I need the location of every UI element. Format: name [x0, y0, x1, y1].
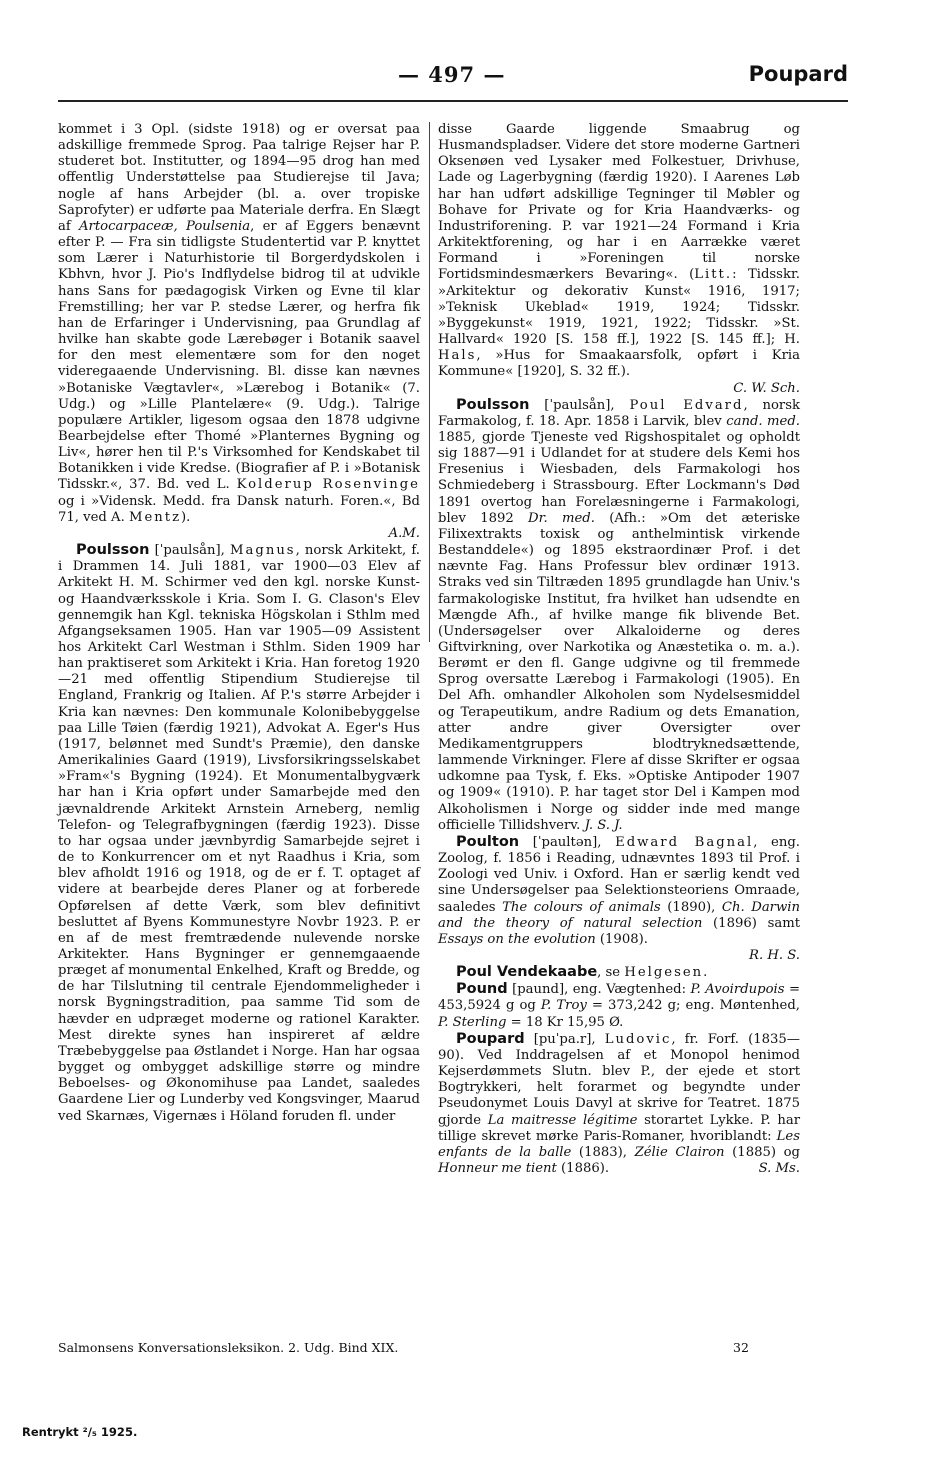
entry-pound: Pound [paund], eng. Vægtenhed: P. Avoirdupois = 453,5924 g og P. Troy = 373,242 g; eng. Møntenhed, P. Sterling = 18 Kr 15,95 Ø. — [438, 981, 801, 1030]
signature: R. H. S. — [749, 947, 800, 963]
page-header — [58, 62, 848, 98]
entry-poulsen-continued: kommet i 3 Opl. (sidste 1918) og er oversat paa adskillige fremmede Sprog. Paa talrige Rejser har P. studeret bot. Institutter, og 1894—95 drog han med offentlig Understøttelse paa Studierejse til Java; nogle af hans Arbejder (bl. a. over tropiske Saprofyter) er udførte paa Materiale derfra. En Slægt af Artocarpaceæ, Poulsenia, er af Eggers benævnt efter P. — Fra sin tidligste Studentertid var P. knyttet som Lærer i Naturhistorie til Borgerdydskolen i Kbhvn, hvor J. Pio's Indflydelse bidrog til at udvikle hans Sans for pædagogisk Virken og Evne til klar Fremstilling; her var P. stedse Lærer, og herfra fik han de Erfaringer i Undervisning, paa Grundlag af hvilke han skabte gode Lærebøger i Botanik saavel for den mest elementære som for den noget videregaaende Undervisning. Bl. disse kan nævnes »Botaniske Vægtavler«, »Lærebog i Botanik« (7. Udg.) og »Lille Plantelære« (9. Udg.). Talrige populære Artikler, ligesom ogsaa den 1878 udgivne Bearbejdelse efter Thomé »Planternes Bygning og Liv«, hører hen til P.'s Virksomhed for Kendskabet til Botanikken i vide Kredse. (Biografier af P. i »Botanisk Tidsskr.«, 37. Bd. ved L. Kolderup Rosenvinge og i »Vidensk. Medd. fra Dansk naturh. Foren.«, Bd 71, ved A. Mentz). — [58, 122, 421, 525]
signature: A.M. — [388, 525, 420, 541]
headword: Poulsson — [456, 396, 530, 413]
page-number: — 497 — — [398, 62, 506, 87]
right-column — [438, 122, 800, 1177]
column-divider — [429, 122, 430, 642]
signature: C. W. Sch. — [733, 380, 800, 396]
headword: Pound — [456, 981, 508, 998]
signature: S. Ms. — [758, 1161, 800, 1176]
header-rule — [58, 100, 848, 102]
headword: Poulsson — [76, 542, 150, 559]
headword: Poupard — [456, 1030, 525, 1047]
print-note: Rentrykt ²/₅ 1925. — [22, 1425, 138, 1439]
entry-poulsson-magnus-continued: disse Gaarde liggende Smaabrug og Husmandspladser. Videre det store moderne Gartneri Oksenøen ved Lysaker med Folkestuer, Drivhuse, Lade og Lagerbygning (færdig 1920). I Aarenes Løb har han udført adskillige Tegninger til Møbler og Bohave for Private og for Kria Haandværks- og Industriforening. P. var 1921—24 Formand i Kria Arkitektforening, og har i en Aarrække været Formand i »Foreningen til norske Fortidsmindesmærkers Bevaring«. (Litt.: Tidsskr. »Arkitektur og dekorativ Kunst« 1916, 1917; »Teknisk Ukeblad« 1919, 1924; Tidsskr. »Byggekunst« 1919, 1921, 1922; Tidsskr. »St. Hallvard« 1920 [S. 158 ff.], 1922 [S. 145 ff.]; H. Hals, »Hus for Smaakaarsfolk, opført i Kria Kommune« [1920], S. 32 ff.). — [438, 122, 800, 380]
entry-poulton: Poulton [ˈpaultən], Edward Bagnal, eng. Zoolog, f. 1856 i Reading, udnævntes 1893 til Prof. i Zoologi ved Univ. i Oxford. Han er særlig kendt ved sine Undersøgelser paa Selektionsteoriens Omraade, saaledes The colours of animals (1890), Ch. Darwin and the theory of natural selection (1896) samt Essays on the evolution (1908). — [438, 833, 800, 947]
running-head: Poupard — [748, 62, 848, 86]
footer-source: Salmonsens Konversationsleksikon. 2. Udg. Bind XIX. — [58, 1340, 399, 1355]
headword: Poul Vendekaabe — [456, 964, 598, 981]
entry-poupard: Poupard [puˈpa.r], Ludovic, fr. Forf. (1835—90). Ved Inddragelsen af et Monopol henimod Kejserdømmets Slutn. blev P., der ejede et stort Bogtrykkeri, helt forarmet og begyndte under Pseudonymet Louis Davyl at skrive for Teatret. 1875 gjorde La maitresse légitime storartet Lykke. P. har tillige skrevet mørke Paris-Romaner, hvoriblandt: Les enfants de la balle (1883), Zélie Clairon (1885) og Honneur me tient (1886). S. Ms. — [438, 1030, 801, 1176]
entry-poulsson-poul-edvard: Poulsson [ˈpaulsån], Poul Edvard, norsk Farmakolog, f. 18. Apr. 1858 i Larvik, blev cand. med. 1885, gjorde Tjeneste ved Rigshospitalet og opholdt sig 1887—91 i Udlandet for at studere dels Kemi hos Fresenius i Wiesbaden, dels Farmakologi hos Schmiedeberg i Strassbourg. Efter Lockmann's Død 1891 overtog han Forelæsningerne i Farmakologi, blev 1892 Dr. med. (Afh.: »Om det æteriske Filixextrakts toxisk og anthelmintisk virkende Bestanddele«) og 1895 ekstraordinær Prof. i det nævnte Fag. Hans Professur blev ordinær 1913. Straks ved sin Tiltræden 1895 grundlagde han Univ.'s farmakologiske Institut, fra hvilket han udsendte en Mængde Afh., af hvilke mange fik blivende Bet. (Undersøgelser over Alkaloiderne og deres Giftvirkning, over Narkotika og Anæstetika o. m. a.). Berømt er den fl. Gange udgivne og til fremmede Sprog oversatte Lærebog i Farmakologi (1905). En Del Afh. omhandler Alkoholen som Nydelsesmiddel og Terapeutikum, andre Radium og dets Emanation, atter andre giver Oversigter over Medikamentgruppers blodtryknedsættende, lammende Virkninger. Flere af disse Skrifter er ogsaa udkomne paa Tysk, f. Eks. »Optiske Antipoder 1907 og 1909« (1910). P. har taget stor Del i Kampen mod Alkoholismen i Norge og sidder inde med mange officielle Tillidshverv. J. S. J. — [438, 396, 800, 833]
signature: J. S. J. — [584, 817, 623, 833]
entry-poul-vendekaabe: Poul Vendekaabe, se Helgesen. — [456, 964, 708, 981]
footer-signature-mark: 32 — [733, 1340, 749, 1355]
headword: Poulton — [456, 833, 520, 850]
left-column — [58, 122, 420, 1125]
entry-poulsson-magnus: Poulsson [ˈpaulsån], Magnus, norsk Arkitekt, f. i Drammen 14. Juli 1881, var 1900—03 Elev af Arkitekt H. M. Schirmer ved den kgl. norske Kunst- og Haandværksskole i Kria. Som I. G. Clason's Elev gennemgik han Kgl. tekniska Högskolan i Sthlm med Afgangseksamen 1905. Han var 1905—09 Assistent hos Arkitekt Carl Westman i Sthlm. Siden 1909 har han praktiseret som Arkitekt i Kria. Han foretog 1920—21 med offentlig Stipendium Studierejse til England, Frankrig og Italien. Af P.'s større Arbejder i Kria kan nævnes: Den kommunale Kolonibebyggelse paa Lille Tøien (færdig 1921), Advokat A. Eger's Hus (1917, belønnet med Sundt's Præmie), den danske Amerikalinies Gaard (1919), Livsforsikringsselskabet »Fram«'s Bygning (1924). Et Monumentalbygværk har han i Kria opført under Samarbejde med den jævnaldrende Arkitekt Arnstein Arneberg, nemlig Telefon- og Telegrafbygningen (færdig 1923). Disse to har ogsaa under jævnbyrdig Samarbejde sejret i de to Konkurrencer om et nyt Raadhus i Kria, som blev afholdt 1916 og 1918, og de er f. T. optaget af videre at bearbejde deres Planer og at forberede Opførelsen af dette Værk, som blev definitivt besluttet af Byens Kommunestyre Novbr 1923. P. er en af de mest fremtrædende nulevende norske Arkitekter. Hans Bygninger er gennemgaaende præget af monumental Enkelhed, Kraft og Bredde, og de har Tilslutning til centrale Ejendommeligheder i norsk Bygningstradition, paa samme Tid som de hævder en udpræget moderne og rationel Karakter. Mest direkte synes han inspireret af ældre Træbebyggelse paa Østlandet i Norge. Han har ogsaa bygget og ombygget adskillige større og mindre Beboelses- og Økonomihuse paa Landet, saaledes Gaardene Lier og Lunderby ved Kongsvinger, Maarud ved Skarnæs, Vigernæs i Höland foruden fl. under — [58, 542, 420, 1124]
